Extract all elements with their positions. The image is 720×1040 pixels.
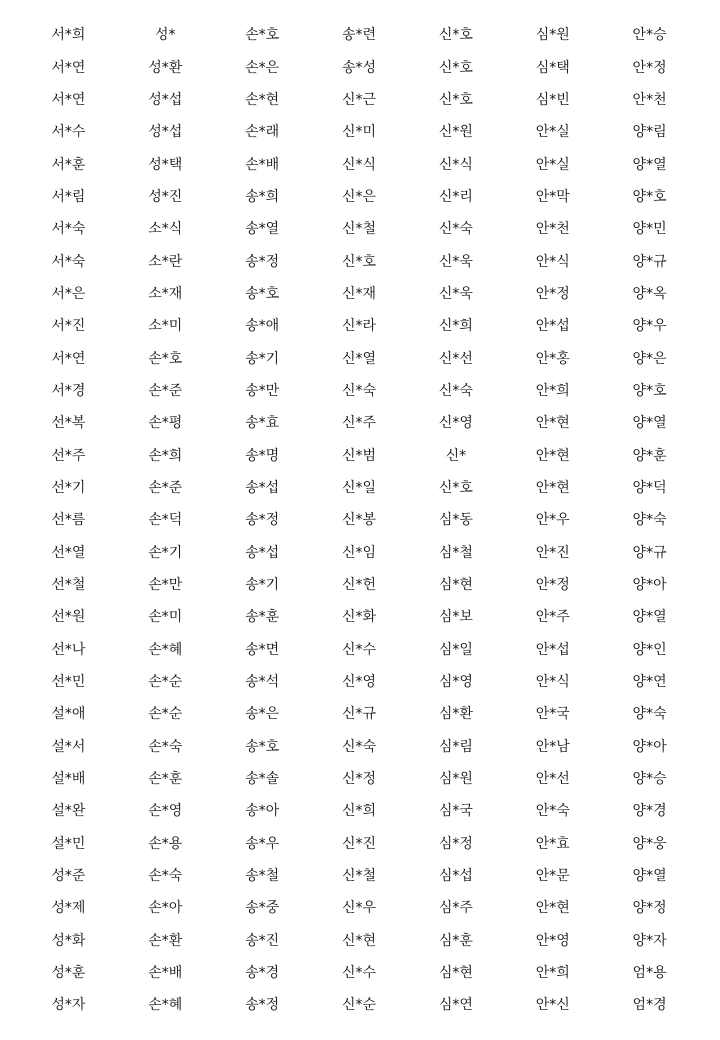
- name-cell: 손*훈: [148, 771, 183, 788]
- name-cell: 안*우: [535, 512, 570, 529]
- name-cell: 손*준: [148, 382, 183, 399]
- name-cell: 설*서: [51, 738, 86, 755]
- name-cell: 심*섭: [438, 868, 473, 885]
- name-row: [20, 213, 698, 245]
- name-row: [20, 634, 698, 666]
- name-cell: 서*연: [51, 91, 86, 108]
- name-cell: 신*식: [438, 156, 473, 173]
- name-cell: 안*섭: [535, 318, 570, 335]
- name-cell: 송*만: [245, 382, 280, 399]
- name-cell: 안*현: [535, 415, 570, 432]
- name-cell: 신*철: [341, 221, 377, 238]
- name-row: [20, 731, 698, 763]
- name-row: [20, 310, 698, 342]
- name-cell: 손*혜: [148, 641, 183, 658]
- name-cell: 신*숙: [438, 382, 473, 399]
- name-row: [20, 504, 698, 536]
- name-cell: 송*정: [245, 512, 280, 529]
- name-cell: 손*혜: [148, 997, 183, 1014]
- name-cell: 송*진: [245, 932, 280, 949]
- name-cell: 송*정: [245, 997, 280, 1014]
- name-row: [20, 892, 698, 924]
- name-cell: 서*숙: [51, 221, 86, 238]
- name-cell: 신*숙: [341, 382, 377, 399]
- name-row: [20, 795, 698, 827]
- name-cell: 손*은: [245, 59, 280, 76]
- name-cell: 양*자: [632, 932, 667, 949]
- name-cell: 손*미: [148, 609, 183, 626]
- name-cell: 양*아: [632, 738, 667, 755]
- name-cell: 송*석: [245, 674, 280, 691]
- name-cell: 신*철: [341, 868, 377, 885]
- name-cell: 심*주: [438, 900, 473, 917]
- name-cell: 안*국: [535, 706, 570, 723]
- name-cell: 안*정: [535, 577, 570, 594]
- name-cell: 심*현: [438, 577, 473, 594]
- name-cell: 송*열: [245, 221, 280, 238]
- name-cell: 안*남: [535, 738, 570, 755]
- name-cell: 손*순: [148, 674, 183, 691]
- name-cell: 심*보: [438, 609, 473, 626]
- name-cell: 신*미: [341, 124, 377, 141]
- name-cell: 성*섭: [148, 91, 183, 108]
- name-cell: 신*정: [341, 771, 377, 788]
- name-row: [20, 666, 698, 698]
- name-row: [20, 245, 698, 277]
- name-cell: 손*배: [245, 156, 280, 173]
- name-cell: 안*정: [632, 59, 667, 76]
- name-cell: 송*중: [245, 900, 280, 917]
- name-cell: 신*호: [438, 27, 473, 44]
- name-row: [20, 569, 698, 601]
- name-cell: 심*정: [438, 835, 473, 852]
- name-cell: 송*기: [245, 350, 280, 367]
- name-cell: 서*진: [51, 318, 86, 335]
- name-cell: 신*영: [341, 674, 377, 691]
- name-cell: 손*희: [148, 447, 183, 464]
- name-row: [20, 698, 698, 730]
- name-cell: 신*숙: [341, 738, 377, 755]
- name-cell: 심*연: [438, 997, 473, 1014]
- name-cell: 송*은: [245, 706, 280, 723]
- name-cell: 신*리: [438, 188, 473, 205]
- name-cell: 안*식: [535, 674, 570, 691]
- name-cell: 송*기: [245, 577, 280, 594]
- name-row: [20, 342, 698, 374]
- name-cell: 송*솔: [245, 771, 280, 788]
- name-cell: 신*선: [438, 350, 473, 367]
- name-row: [20, 989, 698, 1021]
- name-cell: 신*: [445, 447, 467, 464]
- name-cell: 송*정: [245, 253, 280, 270]
- name-cell: 안*주: [535, 609, 570, 626]
- name-row: [20, 375, 698, 407]
- name-cell: 신*수: [341, 641, 377, 658]
- name-cell: 양*웅: [632, 835, 667, 852]
- name-cell: 송*면: [245, 641, 280, 658]
- name-cell: 안*효: [535, 835, 570, 852]
- name-cell: 양*규: [632, 544, 667, 561]
- name-cell: 안*희: [535, 965, 570, 982]
- name-cell: 송*우: [245, 835, 280, 852]
- name-cell: 성*환: [148, 59, 183, 76]
- name-cell: 안*문: [535, 868, 570, 885]
- name-cell: 안*희: [535, 382, 570, 399]
- name-cell: 선*원: [51, 609, 86, 626]
- name-cell: 서*연: [51, 59, 86, 76]
- name-cell: 송*철: [245, 868, 280, 885]
- name-row: [20, 763, 698, 795]
- name-cell: 신*재: [341, 285, 377, 302]
- name-cell: 안*정: [535, 285, 570, 302]
- name-cell: 안*영: [535, 932, 570, 949]
- name-cell: 안*현: [535, 479, 570, 496]
- name-cell: 송*성: [341, 59, 377, 76]
- name-cell: 심*국: [438, 803, 473, 820]
- name-cell: 신*봉: [341, 512, 377, 529]
- name-cell: 양*승: [632, 771, 667, 788]
- name-cell: 손*만: [148, 577, 183, 594]
- name-cell: 송*경: [245, 965, 280, 982]
- name-cell: 성*자: [51, 997, 86, 1014]
- name-row: [20, 148, 698, 180]
- name-cell: 손*준: [148, 479, 183, 496]
- name-cell: 손*숙: [148, 738, 183, 755]
- name-cell: 신*호: [438, 479, 473, 496]
- name-cell: 안*홍: [535, 350, 570, 367]
- name-cell: 신*욱: [438, 253, 473, 270]
- name-cell: 서*경: [51, 382, 86, 399]
- name-cell: 서*희: [51, 27, 86, 44]
- name-cell: 소*식: [148, 221, 183, 238]
- name-row: [20, 439, 698, 471]
- name-cell: 양*연: [632, 674, 667, 691]
- name-cell: 엄*용: [632, 965, 667, 982]
- name-cell: 신*근: [341, 91, 377, 108]
- name-cell: 안*승: [632, 27, 667, 44]
- name-cell: 송*섭: [245, 479, 280, 496]
- name-cell: 안*숙: [535, 803, 570, 820]
- name-cell: 신*은: [341, 188, 377, 205]
- name-cell: 신*우: [341, 900, 377, 917]
- name-cell: 신*현: [341, 932, 377, 949]
- name-row: [20, 860, 698, 892]
- name-cell: 양*정: [632, 900, 667, 917]
- name-cell: 손*기: [148, 544, 183, 561]
- name-cell: 소*미: [148, 318, 183, 335]
- name-cell: 안*선: [535, 771, 570, 788]
- name-cell: 신*열: [341, 350, 377, 367]
- name-cell: 신*진: [341, 835, 377, 852]
- name-cell: 신*범: [341, 447, 377, 464]
- name-cell: 성*준: [51, 868, 86, 885]
- name-cell: 신*수: [341, 965, 377, 982]
- name-cell: 양*열: [632, 868, 667, 885]
- name-cell: 양*아: [632, 577, 667, 594]
- name-cell: 신*주: [341, 415, 377, 432]
- name-cell: 신*일: [341, 479, 377, 496]
- name-cell: 양*열: [632, 415, 667, 432]
- name-cell: 신*규: [341, 706, 377, 723]
- name-cell: 안*현: [535, 447, 570, 464]
- name-cell: 송*애: [245, 318, 280, 335]
- name-cell: 심*일: [438, 641, 473, 658]
- name-cell: 손*아: [148, 900, 183, 917]
- name-cell: 손*덕: [148, 512, 183, 529]
- name-row: [20, 537, 698, 569]
- name-table: [20, 19, 698, 1022]
- name-cell: 양*우: [632, 318, 667, 335]
- name-cell: 송*아: [245, 803, 280, 820]
- name-row: [20, 407, 698, 439]
- name-cell: 손*배: [148, 965, 183, 982]
- name-cell: 송*훈: [245, 609, 280, 626]
- name-cell: 선*름: [51, 512, 86, 529]
- name-row: [20, 51, 698, 83]
- name-cell: 양*림: [632, 124, 667, 141]
- name-row: [20, 278, 698, 310]
- name-row: [20, 957, 698, 989]
- name-cell: 양*은: [632, 350, 667, 367]
- name-cell: 양*호: [632, 382, 667, 399]
- name-cell: 신*희: [438, 318, 473, 335]
- name-cell: 신*순: [341, 997, 377, 1014]
- name-cell: 양*인: [632, 641, 667, 658]
- name-cell: 양*경: [632, 803, 667, 820]
- name-cell: 송*호: [245, 285, 280, 302]
- name-cell: 선*민: [51, 674, 86, 691]
- name-cell: 심*택: [535, 59, 570, 76]
- name-cell: 손*용: [148, 835, 183, 852]
- name-cell: 성*택: [148, 156, 183, 173]
- name-cell: 심*림: [438, 738, 473, 755]
- name-cell: 양*훈: [632, 447, 667, 464]
- name-row: [20, 181, 698, 213]
- name-cell: 심*동: [438, 512, 473, 529]
- name-table-body: [20, 19, 698, 1022]
- name-cell: 심*현: [438, 965, 473, 982]
- name-cell: 신*임: [341, 544, 377, 561]
- name-cell: 신*호: [438, 59, 473, 76]
- name-cell: 신*원: [438, 124, 473, 141]
- name-cell: 심*영: [438, 674, 473, 691]
- name-row: [20, 116, 698, 148]
- name-cell: 성*훈: [51, 965, 86, 982]
- name-cell: 신*희: [341, 803, 377, 820]
- name-cell: 서*수: [51, 124, 86, 141]
- name-cell: 신*욱: [438, 285, 473, 302]
- name-cell: 손*영: [148, 803, 183, 820]
- name-cell: 신*숙: [438, 221, 473, 238]
- name-cell: 양*숙: [632, 706, 667, 723]
- name-cell: 양*숙: [632, 512, 667, 529]
- name-cell: 양*호: [632, 188, 667, 205]
- name-cell: 엄*경: [632, 997, 667, 1014]
- name-cell: 손*현: [245, 91, 280, 108]
- name-cell: 심*환: [438, 706, 473, 723]
- name-cell: 안*현: [535, 900, 570, 917]
- name-cell: 손*환: [148, 932, 183, 949]
- name-cell: 심*철: [438, 544, 473, 561]
- name-cell: 서*연: [51, 350, 86, 367]
- name-cell: 신*식: [341, 156, 377, 173]
- name-cell: 손*래: [245, 124, 280, 141]
- name-cell: 신*헌: [341, 577, 377, 594]
- name-cell: 설*배: [51, 771, 86, 788]
- name-cell: 손*호: [245, 27, 280, 44]
- name-row: [20, 472, 698, 504]
- name-cell: 안*막: [535, 188, 570, 205]
- name-cell: 안*식: [535, 253, 570, 270]
- name-cell: 선*나: [51, 641, 86, 658]
- name-cell: 안*섭: [535, 641, 570, 658]
- name-cell: 양*열: [632, 609, 667, 626]
- name-row: [20, 601, 698, 633]
- name-cell: 안*신: [535, 997, 570, 1014]
- name-cell: 손*호: [148, 350, 183, 367]
- name-row: [20, 19, 698, 51]
- name-row: [20, 84, 698, 116]
- name-cell: 심*훈: [438, 932, 473, 949]
- name-cell: 양*열: [632, 156, 667, 173]
- name-cell: 소*란: [148, 253, 183, 270]
- name-cell: 서*훈: [51, 156, 86, 173]
- name-cell: 성*: [155, 27, 176, 44]
- name-cell: 손*순: [148, 706, 183, 723]
- name-cell: 양*옥: [632, 285, 667, 302]
- name-cell: 송*섭: [245, 544, 280, 561]
- name-cell: 안*천: [632, 91, 667, 108]
- name-cell: 심*원: [535, 27, 570, 44]
- name-cell: 서*숙: [51, 253, 86, 270]
- name-cell: 양*덕: [632, 479, 667, 496]
- name-cell: 설*애: [51, 706, 86, 723]
- name-cell: 송*효: [245, 415, 280, 432]
- name-cell: 송*명: [245, 447, 280, 464]
- name-cell: 선*기: [51, 479, 86, 496]
- name-row: [20, 828, 698, 860]
- name-cell: 소*재: [148, 285, 183, 302]
- name-cell: 성*화: [51, 932, 86, 949]
- name-cell: 신*라: [341, 318, 377, 335]
- name-row: [20, 925, 698, 957]
- name-cell: 선*주: [51, 447, 86, 464]
- name-cell: 손*평: [148, 415, 183, 432]
- name-cell: 심*원: [438, 771, 473, 788]
- name-cell: 서*림: [51, 188, 86, 205]
- name-cell: 설*완: [51, 803, 86, 820]
- name-cell: 선*복: [51, 415, 86, 432]
- name-cell: 선*열: [51, 544, 86, 561]
- name-cell: 심*빈: [535, 91, 570, 108]
- name-cell: 성*섭: [148, 124, 183, 141]
- name-cell: 신*화: [341, 609, 377, 626]
- name-cell: 양*규: [632, 253, 667, 270]
- name-cell: 송*련: [341, 27, 377, 44]
- name-cell: 안*실: [535, 156, 570, 173]
- name-cell: 성*제: [51, 900, 86, 917]
- name-cell: 성*진: [148, 188, 183, 205]
- name-cell: 양*민: [632, 221, 667, 238]
- name-cell: 송*희: [245, 188, 280, 205]
- name-cell: 서*은: [51, 285, 86, 302]
- name-cell: 안*천: [535, 221, 570, 238]
- name-cell: 안*진: [535, 544, 570, 561]
- name-cell: 손*숙: [148, 868, 183, 885]
- name-cell: 신*호: [341, 253, 377, 270]
- name-cell: 안*실: [535, 124, 570, 141]
- name-cell: 설*민: [51, 835, 86, 852]
- name-cell: 신*호: [438, 91, 473, 108]
- name-cell: 송*호: [245, 738, 280, 755]
- name-cell: 선*철: [51, 577, 86, 594]
- name-cell: 신*영: [438, 415, 473, 432]
